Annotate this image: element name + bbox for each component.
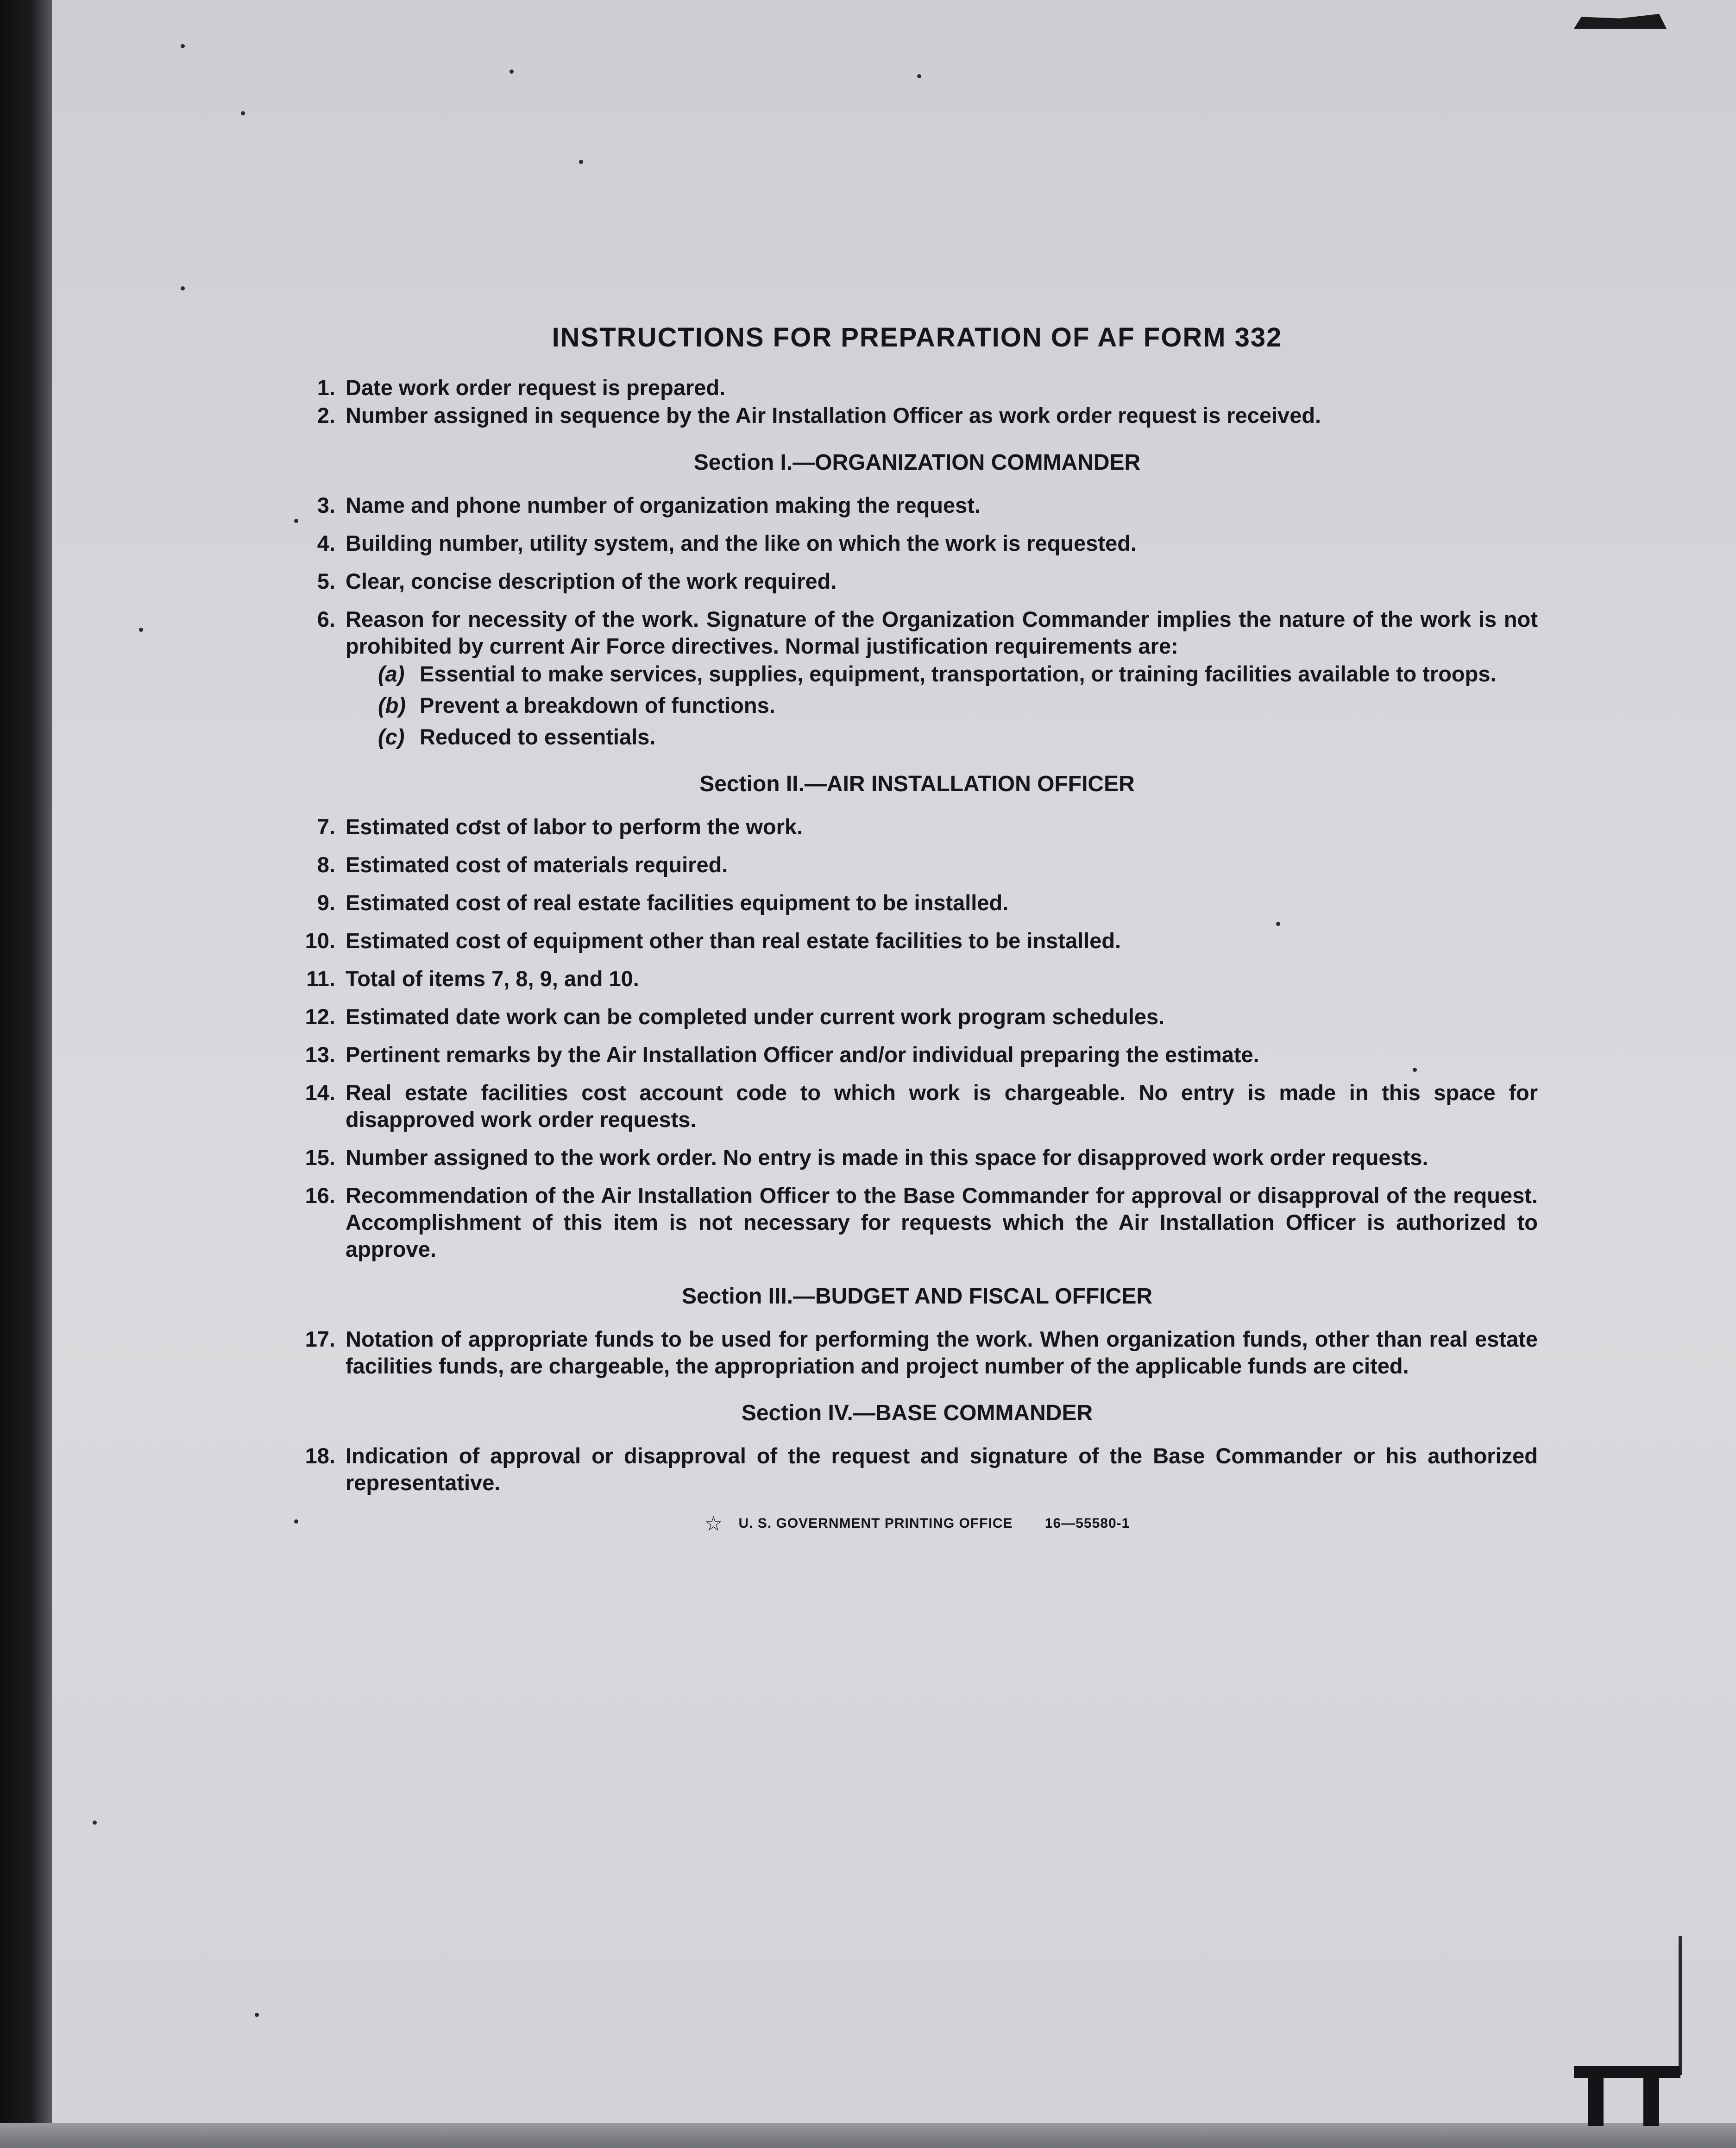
item-text: Estimated cost of materials required. — [346, 852, 728, 877]
subitem-label: (b) — [378, 693, 406, 718]
instruction-item — [296, 374, 1538, 401]
item-number: 11. — [306, 966, 335, 991]
item-number: 18. — [305, 1443, 335, 1468]
item-text: Estimated cost of labor to perform the work. — [346, 814, 803, 839]
section-heading: Section IV.—BASE COMMANDER — [741, 1401, 1093, 1425]
instruction-item — [296, 402, 1538, 429]
dust-speck — [917, 74, 921, 78]
form-code: 16—55580-1 — [1044, 1516, 1130, 1531]
item-number: 16. — [305, 1183, 335, 1208]
instruction-item — [296, 1442, 1538, 1496]
instruction-item — [296, 1003, 1538, 1030]
item-text: Number assigned to the work order. No entry is made in this space for disapproved work order requests. — [346, 1145, 1428, 1170]
item-text: Clear, concise description of the work required. — [346, 569, 837, 593]
subitem-text: Essential to make services, supplies, equipment, transportation, or training facilities available to troops. — [420, 661, 1497, 686]
dust-speck — [181, 286, 185, 290]
section-heading: Section III.—BUDGET AND FISCAL OFFICER — [681, 1284, 1153, 1309]
item-number: 17. — [305, 1327, 335, 1351]
subitem-text: Reduced to essentials. — [420, 724, 656, 749]
instruction-item — [296, 1326, 1538, 1380]
instruction-item — [296, 1144, 1538, 1171]
scan-clip-mark — [1574, 2057, 1680, 2126]
instruction-item — [296, 568, 1538, 595]
instruction-item — [296, 813, 1538, 840]
star-icon: ☆ — [704, 1512, 723, 1536]
item-text: Estimated cost of equipment other than real estate facilities to be installed. — [346, 928, 1121, 953]
instruction-item — [296, 1182, 1538, 1263]
item-number: 13. — [305, 1042, 335, 1067]
instructions-document — [296, 324, 1538, 1537]
justification-subitem — [378, 724, 1538, 750]
subitem-label: (a) — [378, 661, 405, 686]
item-text: Indication of approval or disapproval of the request and signature of the Base Commander or his authorized representative. — [346, 1443, 1538, 1495]
item-number: 4. — [317, 531, 335, 555]
item-text: Recommendation of the Air Installation Officer to the Base Commander for approval or disapproval of the request. Accomplishment of this item is not necessary for requests which the Air Installation Officer is authorized to approve. — [346, 1183, 1538, 1261]
item-number: 7. — [317, 814, 335, 839]
item-text: Name and phone number of organization making the request. — [346, 493, 981, 517]
dust-speck — [181, 44, 185, 48]
item-text: Estimated cost of real estate facilities equipment to be installed. — [346, 890, 1009, 915]
section-heading: Section II.—AIR INSTALLATION OFFICER — [699, 772, 1135, 796]
item-text: Date work order request is prepared. — [346, 375, 726, 400]
printer-imprint — [296, 1510, 1538, 1537]
instruction-item — [296, 492, 1538, 519]
dust-speck — [139, 628, 143, 632]
instruction-item — [296, 927, 1538, 954]
item-number: 6. — [317, 607, 335, 631]
instruction-item — [296, 965, 1538, 992]
item-number: 8. — [317, 852, 335, 877]
dust-speck — [509, 69, 514, 74]
item-text: Number assigned in sequence by the Air Installation Officer as work order request is received. — [346, 403, 1321, 428]
instruction-item — [296, 1041, 1538, 1068]
item-text: Reason for necessity of the work. Signature of the Organization Commander implies the nature of the work is not prohibited by current Air Force directives. Normal justification requirements are: — [346, 607, 1538, 658]
item-number: 5. — [317, 569, 335, 593]
dust-speck — [579, 160, 583, 164]
subitem-text: Prevent a breakdown of functions. — [420, 693, 775, 718]
dust-speck — [241, 111, 245, 115]
item-number: 9. — [317, 890, 335, 915]
justification-subitem — [378, 692, 1538, 719]
item-number: 1. — [317, 375, 335, 400]
item-text: Real estate facilities cost account code to which work is chargeable. No entry is made in this space for disapproved work order requests. — [346, 1080, 1538, 1132]
item-number: 3. — [317, 493, 335, 517]
item-number: 12. — [305, 1004, 335, 1029]
item-number: 10. — [305, 928, 335, 953]
item-text: Pertinent remarks by the Air Installation Officer and/or individual preparing the estimate. — [346, 1042, 1259, 1067]
item-number: 2. — [317, 403, 335, 428]
instruction-item — [296, 851, 1538, 878]
instruction-item — [296, 889, 1538, 916]
item-text: Notation of appropriate funds to be used for performing the work. When organization funds, other than real estate facilities funds, are chargeable, the appropriation and project number of the applicable funds are cited. — [346, 1327, 1538, 1378]
justification-subitem — [378, 661, 1538, 687]
instruction-item — [296, 606, 1538, 660]
dust-speck — [93, 1820, 97, 1825]
scan-edge-line — [1679, 1936, 1682, 2075]
scan-bottom-border — [0, 2123, 1736, 2148]
item-text: Building number, utility system, and the like on which the work is requested. — [346, 531, 1137, 555]
subitem-label: (c) — [378, 724, 405, 749]
instruction-item — [296, 1079, 1538, 1133]
item-number: 15. — [305, 1145, 335, 1170]
page-title: INSTRUCTIONS FOR PREPARATION OF AF FORM 332 — [552, 322, 1283, 353]
dust-speck — [255, 2013, 259, 2017]
scan-left-border — [0, 0, 52, 2148]
printer-name: U. S. GOVERNMENT PRINTING OFFICE — [738, 1516, 1013, 1531]
item-text: Total of items 7, 8, 9, and 10. — [346, 966, 639, 991]
item-number: 14. — [305, 1080, 335, 1105]
item-text: Estimated date work can be completed under current work program schedules. — [346, 1004, 1165, 1029]
instruction-item — [296, 530, 1538, 557]
section-heading: Section I.—ORGANIZATION COMMANDER — [693, 450, 1141, 475]
scan-corner-mark — [1574, 14, 1667, 29]
